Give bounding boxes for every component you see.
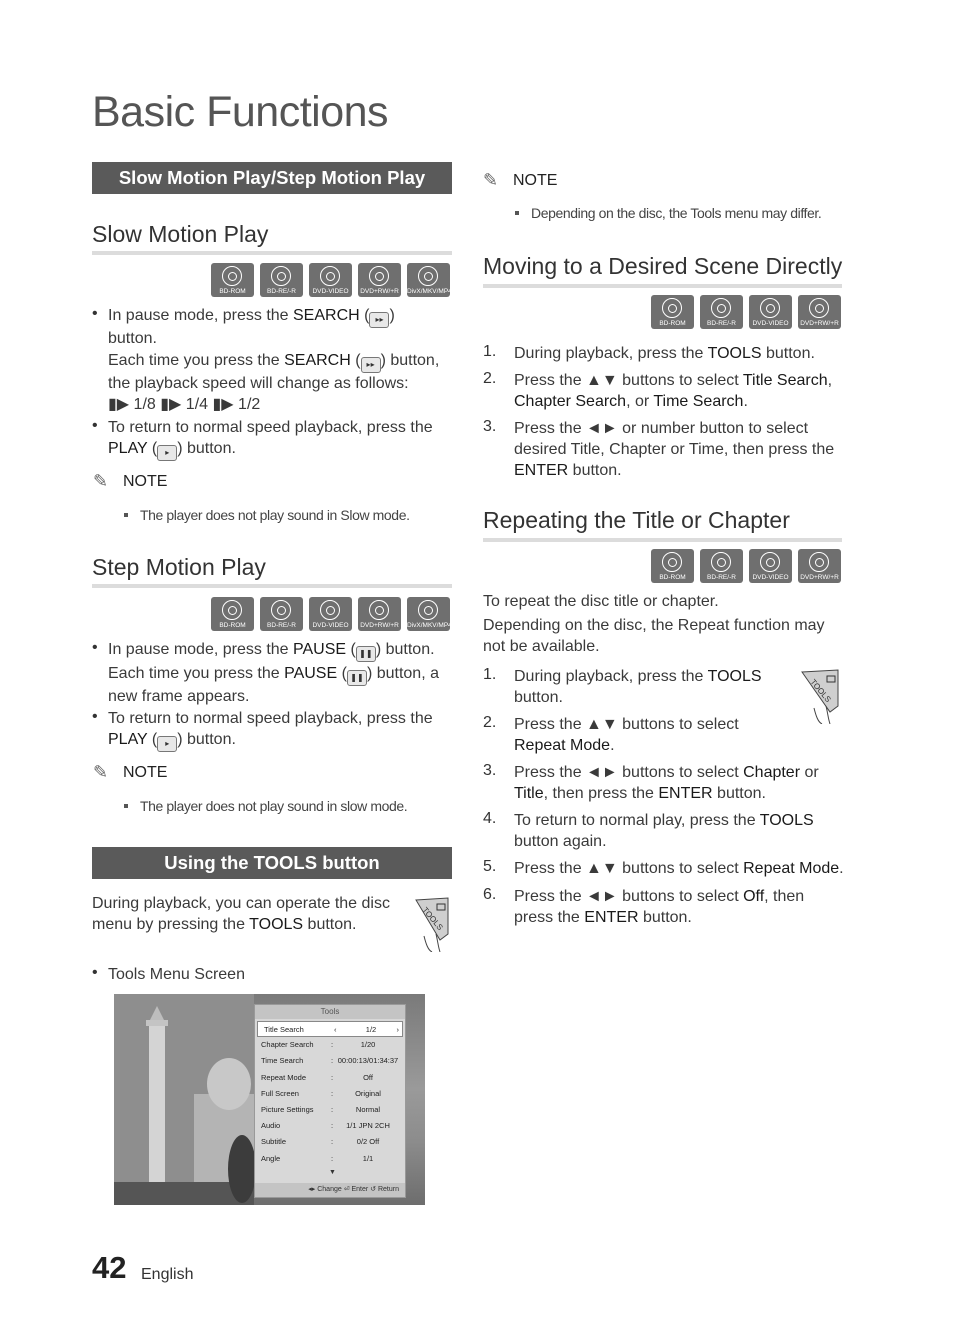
menu-row-title-search[interactable]: Title Search ‹ 1/2 › xyxy=(257,1021,403,1037)
bd-rom-badge-icon: BD-ROM xyxy=(211,597,254,631)
divx-badge-icon: DivX/MKV/MP4 xyxy=(407,263,450,297)
menu-row-picture-settings[interactable]: Picture Settings : Normal xyxy=(261,1104,381,1114)
svg-text:TOOLS: TOOLS xyxy=(420,905,445,932)
bullet: • xyxy=(92,708,98,725)
repeat-intro: To repeat the disc title or chapter. Depending on the disc, the Repeat function may not be available. xyxy=(483,593,825,655)
left-arrow-icon: ‹ xyxy=(334,1025,337,1034)
note-label: NOTE xyxy=(123,473,168,490)
repeat-step-6: Press the ◄► buttons to select Off, then press the ENTER button. xyxy=(514,888,805,926)
tools-remote-button-icon xyxy=(800,668,840,724)
dvd-video-badge-icon: DVD-VIDEO xyxy=(749,295,792,329)
bd-rom-badge-icon: BD-ROM xyxy=(211,263,254,297)
slow-bullet-2: To return to normal speed playback, press the PLAY ( ▸ ) button. xyxy=(108,417,453,461)
dvd-video-badge-icon: DVD-VIDEO xyxy=(309,263,352,297)
section-rule xyxy=(92,251,452,255)
divx-badge-icon: DivX/MKV/MP4 xyxy=(407,597,450,631)
note-item: Depending on the disc, the Tools menu may differ. xyxy=(515,205,821,221)
step-number: 3. xyxy=(483,418,497,435)
disc-badges xyxy=(211,597,450,631)
dvd-rw-badge-icon: DVD+RW/+R xyxy=(798,549,841,583)
dvd-video-badge-icon: DVD-VIDEO xyxy=(309,597,352,631)
section-rule xyxy=(483,284,842,288)
disc-badges xyxy=(211,263,450,297)
step-number: 1. xyxy=(483,343,497,360)
tools-remote-button-icon xyxy=(410,896,450,952)
moving-step-1: During playback, press the TOOLS button. xyxy=(514,345,815,362)
step-bullet-2: To return to normal speed playback, press the PLAY ( ▸ ) button. xyxy=(108,708,453,752)
pause-button-icon: ❚❚ xyxy=(347,670,367,686)
repeat-step-3: Press the ◄► buttons to select Chapter or Title, then press the ENTER button. xyxy=(514,764,819,802)
menu-row-repeat-mode[interactable]: Repeat Mode : Off xyxy=(261,1072,373,1082)
tools-paragraph: During playback, you can operate the disc menu by pressing the TOOLS button. xyxy=(92,895,390,933)
page-number: 42 xyxy=(92,1250,127,1285)
dvd-rw-badge-icon: DVD+RW/+R xyxy=(358,597,401,631)
heading-step-motion: Step Motion Play xyxy=(92,554,266,580)
section-rule xyxy=(92,584,452,588)
bd-re-badge-icon: BD-RE/-R xyxy=(700,549,743,583)
bd-re-badge-icon: BD-RE/-R xyxy=(260,263,303,297)
repeat-step-4: To return to normal play, press the TOOLS button again. xyxy=(514,812,814,850)
heading-slow-motion: Slow Motion Play xyxy=(92,221,269,247)
page-title: Basic Functions xyxy=(92,88,389,136)
step-number: 3. xyxy=(483,762,497,779)
tools-menu-title: Tools xyxy=(255,1005,405,1019)
bullet: • xyxy=(92,305,98,322)
step-number: 4. xyxy=(483,810,497,827)
bullet: • xyxy=(92,964,98,981)
step-number: 2. xyxy=(483,714,497,731)
note-label: NOTE xyxy=(123,764,168,781)
note-pencil-icon: ✎ xyxy=(93,762,109,782)
tools-menu-screen-label: Tools Menu Screen xyxy=(108,966,245,983)
section-banner-tools: Using the TOOLS button xyxy=(92,847,452,879)
slow-speeds: ▮▶ 1/8 ▮▶ 1/4 ▮▶ 1/2 xyxy=(108,396,261,413)
menu-row-angle[interactable]: Angle : 1/1 xyxy=(261,1153,374,1163)
disc-badges xyxy=(651,295,841,329)
dvd-rw-badge-icon: DVD+RW/+R xyxy=(358,263,401,297)
page-language: English xyxy=(141,1266,194,1283)
section-rule xyxy=(483,538,842,542)
repeat-step-1: During playback, press the TOOLS button. xyxy=(514,668,762,706)
slow-para-1: Each time you press the SEARCH ( ▸▸ ) button, the playback speed will change as follows: ▮▶ 1/8 ▮▶ 1/4 ▮▶ 1/2 xyxy=(108,352,440,413)
scroll-down-icon[interactable]: ▼ xyxy=(329,1169,336,1176)
dvd-rw-badge-icon: DVD+RW/+R xyxy=(798,295,841,329)
moving-step-3: Press the ◄► or number button to select desired Title, Chapter or Time, then press the ENTER button. xyxy=(514,420,835,479)
bullet: • xyxy=(92,639,98,656)
step-number: 6. xyxy=(483,886,497,903)
menu-row-chapter-search[interactable]: Chapter Search : 1/20 xyxy=(261,1040,376,1050)
repeat-step-2: Press the ▲▼ buttons to select Repeat Mode. xyxy=(514,716,739,754)
play-button-icon: ▸ xyxy=(157,736,177,752)
tools-menu-screenshot xyxy=(114,994,425,1205)
heading-repeating: Repeating the Title or Chapter xyxy=(483,507,790,533)
taj-mahal-image xyxy=(114,994,254,1205)
search-button-icon: ▸▸ xyxy=(361,357,381,373)
bullet: • xyxy=(92,417,98,434)
section-banner-slow-step: Slow Motion Play/Step Motion Play xyxy=(92,162,452,194)
bd-rom-badge-icon: BD-ROM xyxy=(651,549,694,583)
svg-text:TOOLS: TOOLS xyxy=(808,677,833,704)
play-button-icon: ▸ xyxy=(157,445,177,461)
step-para-1: Each time you press the PAUSE ( ❚❚ ) button, a new frame appears. xyxy=(108,665,439,705)
dvd-video-badge-icon: DVD-VIDEO xyxy=(749,549,792,583)
note-item: The player does not play sound in slow mode. xyxy=(124,798,407,814)
tools-menu-footer: ◂▸ Change ⏎ Enter ↺ Return xyxy=(255,1183,405,1197)
search-button-icon: ▸▸ xyxy=(369,312,389,328)
menu-row-time-search[interactable]: Time Search : 00:00:13/01:34:37 xyxy=(261,1056,399,1066)
disc-badges xyxy=(651,549,841,583)
note-pencil-icon: ✎ xyxy=(93,471,109,491)
bd-rom-badge-icon: BD-ROM xyxy=(651,295,694,329)
bd-re-badge-icon: BD-RE/-R xyxy=(260,597,303,631)
step-number: 1. xyxy=(483,666,497,683)
moving-step-2: Press the ▲▼ buttons to select Title Search, Chapter Search, or Time Search. xyxy=(514,372,833,410)
step-number: 5. xyxy=(483,858,497,875)
step-bullet-1: In pause mode, press the PAUSE ( ❚❚ ) button. xyxy=(108,639,453,662)
pause-button-icon: ❚❚ xyxy=(356,646,376,662)
note-pencil-icon: ✎ xyxy=(483,170,499,190)
tools-menu xyxy=(254,1004,406,1198)
step-number: 2. xyxy=(483,370,497,387)
note-item: The player does not play sound in Slow mode. xyxy=(124,507,410,523)
right-arrow-icon: › xyxy=(396,1025,399,1034)
bd-re-badge-icon: BD-RE/-R xyxy=(700,295,743,329)
repeat-step-5: Press the ▲▼ buttons to select Repeat Mode. xyxy=(514,860,844,877)
slow-bullet-1: In pause mode, press the SEARCH ( ▸▸ ) button. xyxy=(108,307,395,347)
note-label: NOTE xyxy=(513,172,558,189)
menu-row-audio[interactable]: Audio : 1/1 JPN 2CH xyxy=(261,1121,390,1131)
menu-row-subtitle[interactable]: Subtitle : 0/2 Off xyxy=(261,1137,380,1147)
heading-moving-scene: Moving to a Desired Scene Directly xyxy=(483,253,843,279)
menu-row-full-screen[interactable]: Full Screen : Original xyxy=(261,1088,381,1098)
